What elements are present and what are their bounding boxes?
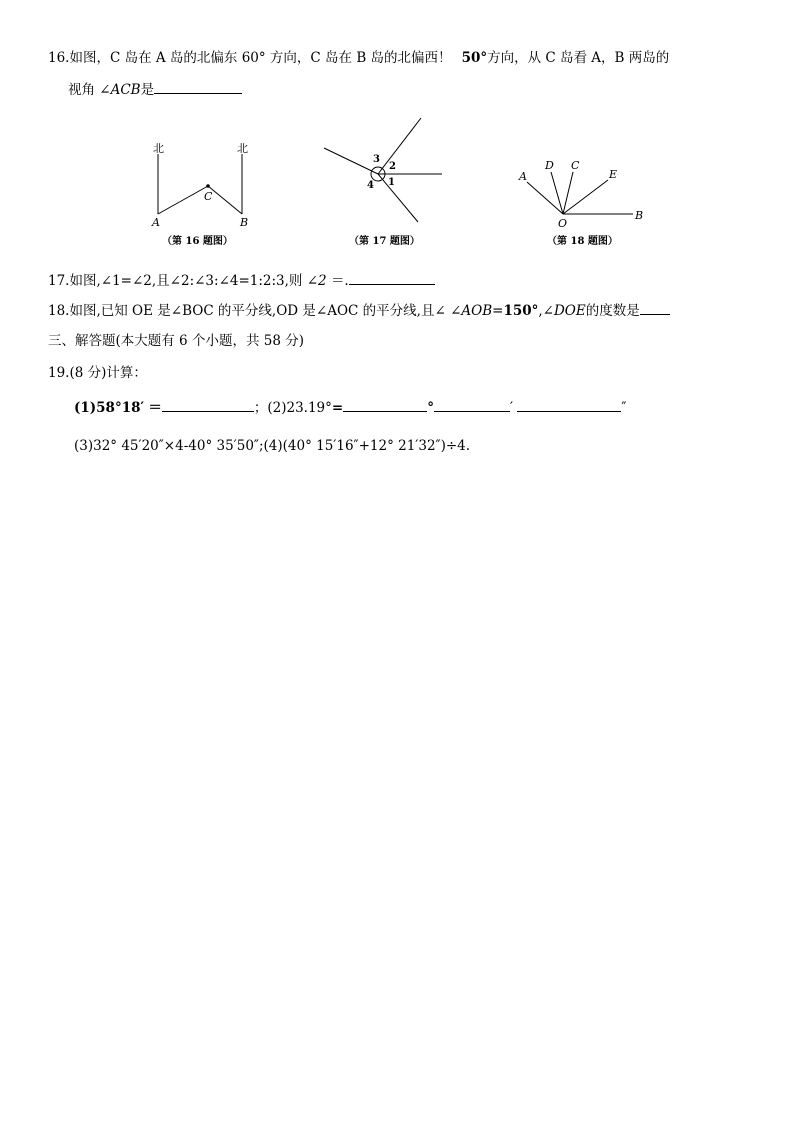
q19-minute-sign: ′ bbox=[509, 400, 514, 416]
point-c bbox=[206, 184, 210, 188]
q16-angle-acb: ∠ACB bbox=[99, 82, 141, 98]
q18-equals: = bbox=[492, 303, 504, 319]
q16-answer-blank bbox=[154, 80, 242, 94]
q19-parts-1-2 bbox=[74, 398, 626, 417]
q19-part2-blank-min bbox=[434, 398, 510, 412]
fig17-caption: （第 17 题图） bbox=[349, 236, 420, 247]
q16-text-viewing: 视角 bbox=[68, 82, 95, 98]
label-a: A bbox=[152, 216, 160, 229]
q18-answer-blank bbox=[640, 301, 670, 315]
figure-17 bbox=[318, 112, 448, 250]
q16-text-is: 是 bbox=[140, 82, 155, 98]
fig18-caption: （第 18 题图） bbox=[547, 236, 618, 247]
angle-label-3: 3 bbox=[373, 154, 380, 165]
q16-text-part2: 方向，从 C 岛看 A，B 两岛的 bbox=[487, 50, 670, 66]
ray-upper-left bbox=[324, 148, 378, 174]
q19-part2-blank-sec bbox=[517, 398, 621, 412]
q17-line bbox=[48, 271, 435, 290]
q19-part1-equals: ＝ bbox=[148, 400, 162, 416]
q18-angle-doe: ∠DOE bbox=[542, 303, 586, 319]
figure-16 bbox=[140, 138, 270, 250]
figure-18 bbox=[510, 152, 650, 250]
label-c-18: C bbox=[571, 159, 580, 172]
q18-comma: , bbox=[538, 303, 543, 319]
q16-text-part1: 16.如图，C 岛在 A 岛的北偏东 60° 方向，C 岛在 B 岛的北偏西！ bbox=[48, 50, 452, 66]
q17-equals: ＝. bbox=[330, 273, 349, 289]
q18-text: 18.如图,已知 OE 是∠BOC 的平分线,OD 是∠AOC 的平分线,且∠ bbox=[48, 303, 446, 319]
segment-cb bbox=[208, 186, 242, 214]
q19-part1-expr: (1)58°18′ bbox=[74, 400, 145, 416]
north-label-right: 北 bbox=[237, 142, 248, 155]
ray-oa bbox=[527, 182, 563, 214]
q18-value-150: 150° bbox=[503, 303, 539, 319]
label-c: C bbox=[204, 190, 213, 203]
q19-second-sign: ″ bbox=[621, 400, 627, 416]
label-a-18: A bbox=[519, 170, 527, 183]
fig16-caption: （第 16 题图） bbox=[162, 236, 233, 247]
q16-line1 bbox=[48, 49, 669, 67]
ray-upper-right bbox=[378, 118, 421, 174]
q19-parts-3-4: (3)32° 45′20″×4-40° 35′50″;(4)(40° 15′16″+12° 21′32″)÷4. bbox=[74, 438, 471, 454]
label-b-18: B bbox=[635, 209, 644, 222]
q19-part1-blank bbox=[162, 398, 254, 412]
label-d-18: D bbox=[545, 159, 554, 172]
q18-text-degree: 的度数是 bbox=[585, 303, 640, 319]
ray-od bbox=[551, 172, 563, 214]
segment-ac bbox=[158, 186, 208, 214]
q19-heading: 19.(8 分)计算： bbox=[48, 365, 147, 381]
q16-angle-50: 50° bbox=[461, 50, 488, 66]
q17-text: 17.如图,∠1=∠2,且∠2:∠3:∠4=1:2:3,则 bbox=[48, 273, 303, 289]
label-e-18: E bbox=[609, 168, 618, 181]
q17-answer-blank bbox=[349, 271, 435, 285]
q19-degree-sign: ° bbox=[427, 400, 434, 416]
section-3-heading: 三、解答题(本大题有 6 个小题，共 58 分) bbox=[48, 333, 304, 349]
q19-part2-expr: ；(2)23.19° bbox=[253, 400, 332, 416]
angle-label-4: 4 bbox=[367, 180, 374, 191]
north-label-left: 北 bbox=[153, 142, 164, 155]
label-b: B bbox=[240, 216, 249, 229]
q17-angle-2: ∠2 bbox=[306, 273, 327, 289]
angle-label-2: 2 bbox=[389, 161, 396, 172]
q18-line bbox=[48, 301, 670, 320]
q16-line2 bbox=[68, 80, 242, 99]
angle-label-1: 1 bbox=[388, 177, 395, 188]
q18-angle-aob: ∠AOB bbox=[450, 303, 493, 319]
ray-lower-right bbox=[378, 174, 418, 222]
q19-part2-blank-deg bbox=[343, 398, 427, 412]
q19-part2-equals: = bbox=[331, 400, 344, 416]
label-o-18: O bbox=[558, 217, 568, 230]
